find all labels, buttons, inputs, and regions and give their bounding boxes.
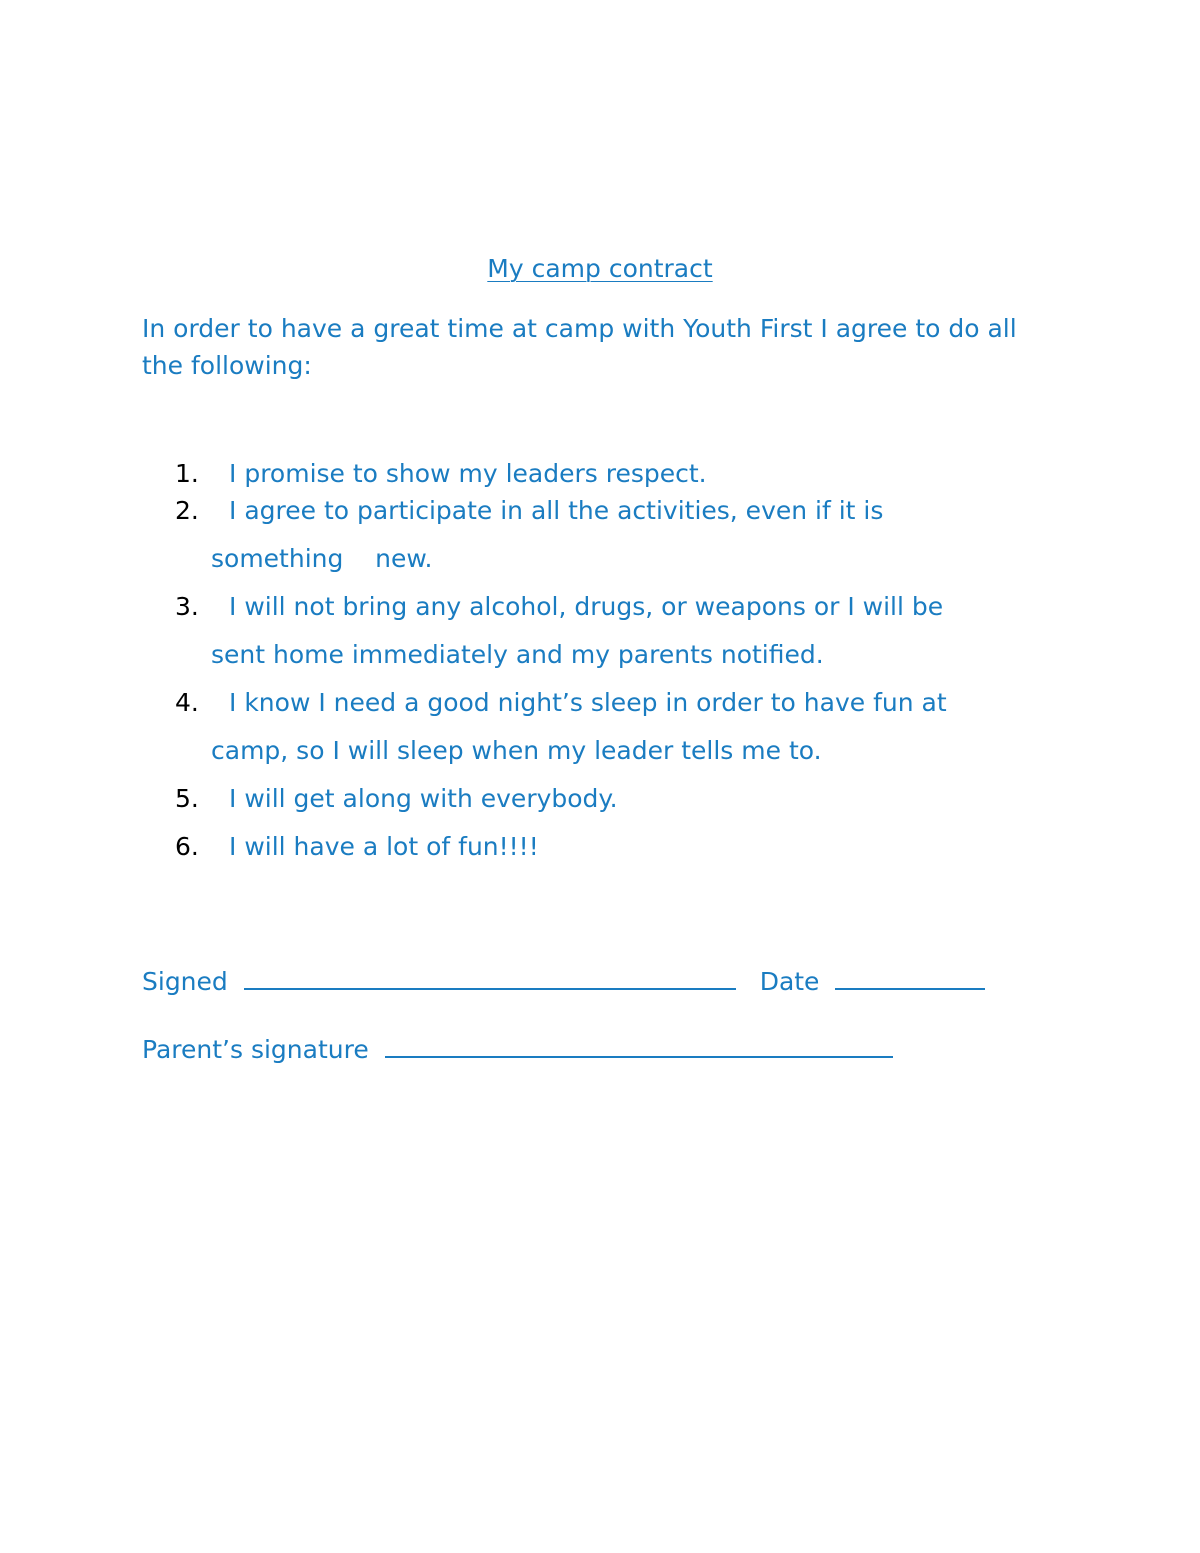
list-item-text: I know I need a good night’s sleep in order to have fun at [229, 688, 947, 717]
list-item-text: I agree to participate in all the activities, even if it is [229, 496, 884, 525]
signed-blank[interactable] [244, 970, 736, 990]
list-item-number: 3. [175, 592, 199, 621]
parent-signature-blank[interactable] [385, 1038, 893, 1058]
date-label: Date [759, 967, 820, 996]
list-item-number: 4. [175, 688, 199, 717]
list-item-text-continued: sent home immediately and my parents notified. [211, 640, 824, 669]
list-item-number: 1. [175, 459, 199, 488]
list-item-number: 6. [175, 832, 199, 861]
list-item-text-continued: camp, so I will sleep when my leader tells me to. [211, 736, 822, 765]
list-item-text-continued: something new. [211, 544, 433, 573]
list-item-text: I will not bring any alcohol, drugs, or weapons or I will be [229, 592, 944, 621]
signed-label: Signed [142, 967, 228, 996]
list-item-text: I promise to show my leaders respect. [229, 459, 707, 488]
document-title: My camp contract [487, 254, 713, 283]
list-item-number: 2. [175, 496, 199, 525]
list-item-text: I will have a lot of fun!!!! [229, 832, 539, 861]
list-item-text: I will get along with everybody. [229, 784, 618, 813]
intro-paragraph: In order to have a great time at camp with Youth First I agree to do all the following: [142, 314, 1017, 380]
parent-signature-line [142, 1035, 893, 1064]
parent-signature-label: Parent’s signature [142, 1035, 369, 1064]
list-item-number: 5. [175, 784, 199, 813]
date-blank[interactable] [835, 970, 985, 990]
signed-line [142, 967, 985, 996]
